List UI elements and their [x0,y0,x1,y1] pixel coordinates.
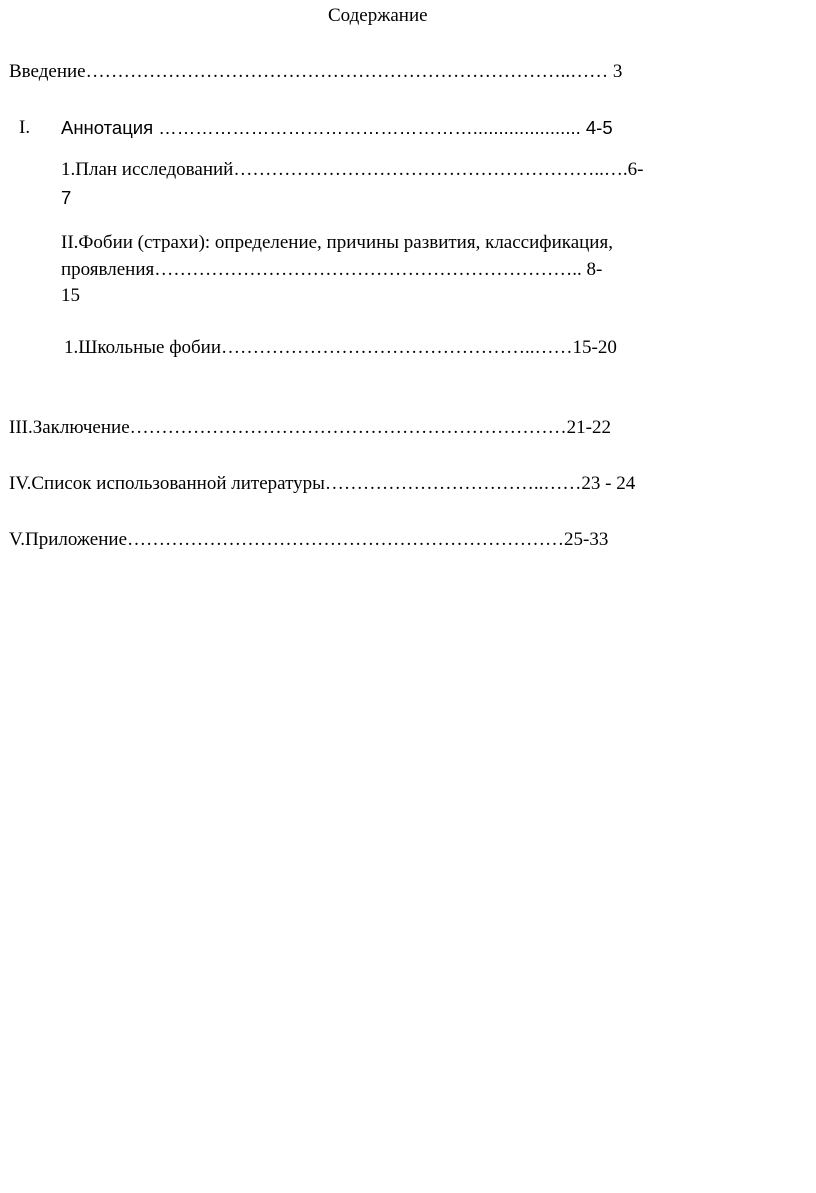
toc-entry-literature: IV.Список использованной литературы……………………………..……23 - 24 [9,473,636,494]
toc-entry-plan-line-1: 1.План исследований…………………………………………………..….6- [61,159,644,180]
toc-entry-annotation: Аннотация ……………………………………………..................... 4-5 [61,117,613,138]
page-title: Содержание [328,5,428,26]
toc-entry-phobias-line-3: 15 [61,285,80,306]
toc-entry-plan-line-2: 7 [61,187,72,208]
toc-entry-conclusion: III.Заключение……………………………………………………………21-22 [9,417,611,438]
toc-entry-phobias-line-1: II.Фобии (страхи): определение, причины развития, классификация, [61,232,613,253]
toc-entry-appendix: V.Приложение……………………………………………………………25-33 [9,529,609,550]
toc-entry-annotation-number: I. [19,117,31,138]
toc-entry-school-phobias: 1.Школьные фобии…………………………………………..……15-20 [64,337,617,358]
toc-entry-phobias-line-2: проявления………………………………………………………….. 8- [61,259,603,280]
toc-entry-intro: Введение…………………………………………………………………..…… 3 [9,61,623,82]
